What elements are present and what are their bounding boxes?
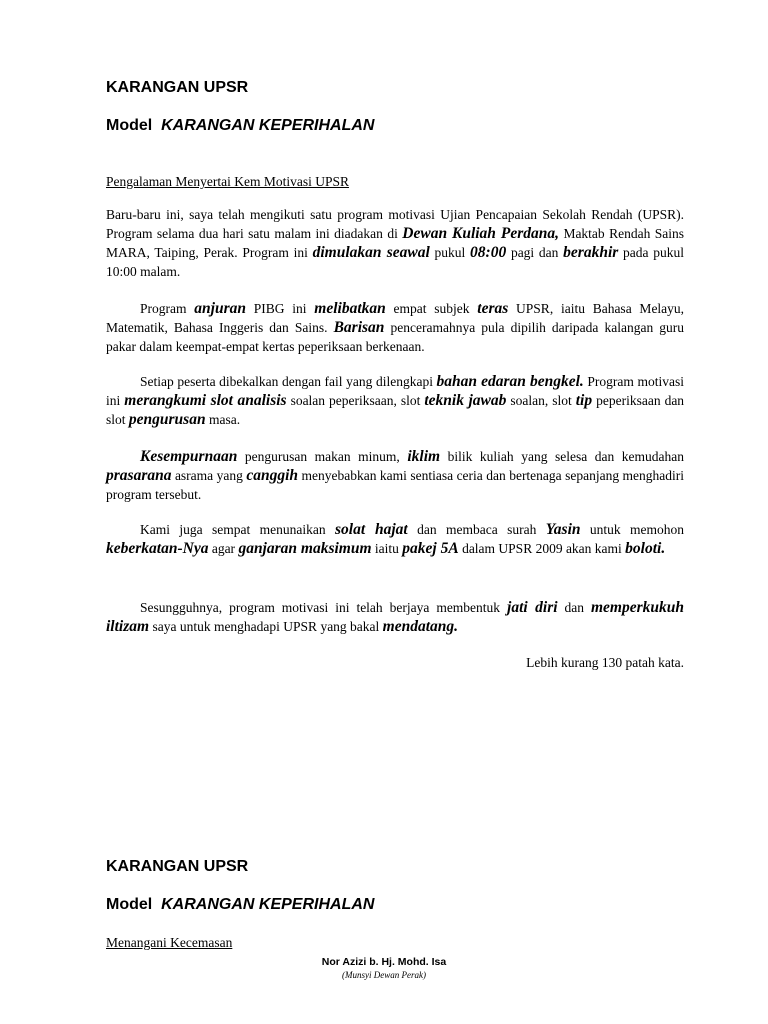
keyword: mendatang. — [382, 618, 459, 635]
keyword: melibatkan — [314, 300, 386, 317]
essay-title: Pengalaman Menyertai Kem Motivasi UPSR — [106, 174, 349, 189]
model-heading — [106, 117, 374, 135]
paragraph-4 — [106, 447, 684, 504]
text: UPSR, iaitu Bahasa Melayu, Matematik, Bahasa Inggeris dan Sains. — [106, 301, 685, 335]
text: dan — [564, 600, 585, 615]
text: iaitu — [374, 541, 399, 556]
text: untuk memohon — [589, 522, 685, 537]
keyword: teras — [477, 300, 509, 317]
model-prefix: Model — [106, 896, 153, 913]
keyword: pakej 5A — [402, 540, 459, 557]
keyword: Kesempurnaan — [140, 448, 238, 465]
keyword: canggih — [246, 467, 299, 484]
keyword: 08:00 — [470, 244, 507, 261]
text: Maktab Rendah Sains MARA, Taiping, Perak. Program ini — [106, 226, 685, 260]
text: Kami juga sempat menunaikan — [140, 522, 326, 537]
keyword: boloti. — [625, 540, 666, 557]
keyword: keberkatan-Nya — [106, 540, 209, 557]
word-count: Lebih kurang 130 patah kata. — [526, 655, 684, 670]
keyword: merangkumi slot analisis — [124, 392, 287, 409]
model-heading-2 — [106, 896, 374, 914]
footer-author: Nor Azizi b. Hj. Mohd. Isa — [321, 956, 447, 968]
text: pada pukul 10:00 malam. — [106, 245, 684, 279]
text: asrama yang — [174, 468, 243, 483]
keyword: iklim — [407, 448, 441, 465]
text: agar — [211, 541, 236, 556]
text: soalan peperiksaan, slot — [290, 393, 421, 408]
text: pukul — [434, 245, 466, 260]
keyword: dimulakan seawal — [312, 244, 430, 261]
paragraph-5 — [106, 520, 684, 558]
keyword: teknik jawab — [424, 392, 507, 409]
text: masa. — [208, 412, 241, 427]
keyword: pengurusan — [128, 411, 206, 428]
text: Program motivasi ini — [106, 374, 684, 408]
keyword: memperkukuh iltizam — [106, 599, 685, 635]
text: peperiksaan dan slot — [106, 393, 685, 427]
keyword: tip — [575, 392, 593, 409]
model-prefix: Model — [106, 117, 153, 134]
keyword: bahan edaran bengkel. — [436, 373, 584, 390]
keyword: ganjaran maksimum — [238, 540, 372, 557]
keyword: solat hajat — [334, 521, 408, 538]
keyword: prasarana — [106, 467, 172, 484]
text: dan membaca surah — [417, 522, 537, 537]
paragraph-2 — [106, 299, 684, 356]
text: soalan, slot — [510, 393, 572, 408]
text: dalam UPSR 2009 akan kami — [462, 541, 622, 556]
paragraph-1 — [106, 205, 684, 281]
footer-affiliation: (Munsyi Dewan Perak) — [342, 970, 426, 980]
section-heading-2: KARANGAN UPSR — [106, 858, 249, 875]
text: Setiap peserta dibekalkan dengan fail yang dilengkapi — [140, 374, 433, 389]
text: pengurusan makan minum, — [244, 449, 400, 464]
text: Program — [140, 301, 187, 316]
text: bilik kuliah yang selesa dan kemudahan — [447, 449, 685, 464]
text: PIBG ini — [253, 301, 307, 316]
text: penceramahnya pula dipilih daripada kalangan guru pakar dalam keempat-empat kertas peperiksaan berkenaan. — [106, 320, 685, 354]
text: saya untuk menghadapi UPSR yang bakal — [152, 619, 380, 634]
keyword: Barisan — [333, 319, 385, 336]
paragraph-6 — [106, 598, 684, 636]
model-title: KARANGAN KEPERIHALAN — [161, 117, 375, 134]
text: Sesungguhnya, program motivasi ini telah berjaya membentuk — [140, 600, 501, 615]
keyword: jati diri — [507, 599, 558, 616]
keyword: anjuran — [194, 300, 246, 317]
essay-title-2: Menangani Kecemasan — [106, 935, 233, 950]
keyword: Yasin — [545, 521, 581, 538]
keyword: Dewan Kuliah Perdana, — [402, 225, 559, 242]
text: menyebabkan kami sentiasa ceria dan bertenaga sepanjang menghadiri program tersebut. — [106, 468, 685, 502]
section-heading: KARANGAN UPSR — [106, 79, 249, 96]
model-title: KARANGAN KEPERIHALAN — [161, 896, 375, 913]
text: Baru-baru ini, saya telah mengikuti satu program motivasi Ujian Pencapaian Sekolah Rendah (UPSR). Program selama dua hari satu malam ini diadakan di — [106, 207, 684, 241]
keyword: berakhir — [563, 244, 619, 261]
paragraph-3 — [106, 372, 684, 429]
text: pagi dan — [510, 245, 559, 260]
text: empat subjek — [393, 301, 470, 316]
